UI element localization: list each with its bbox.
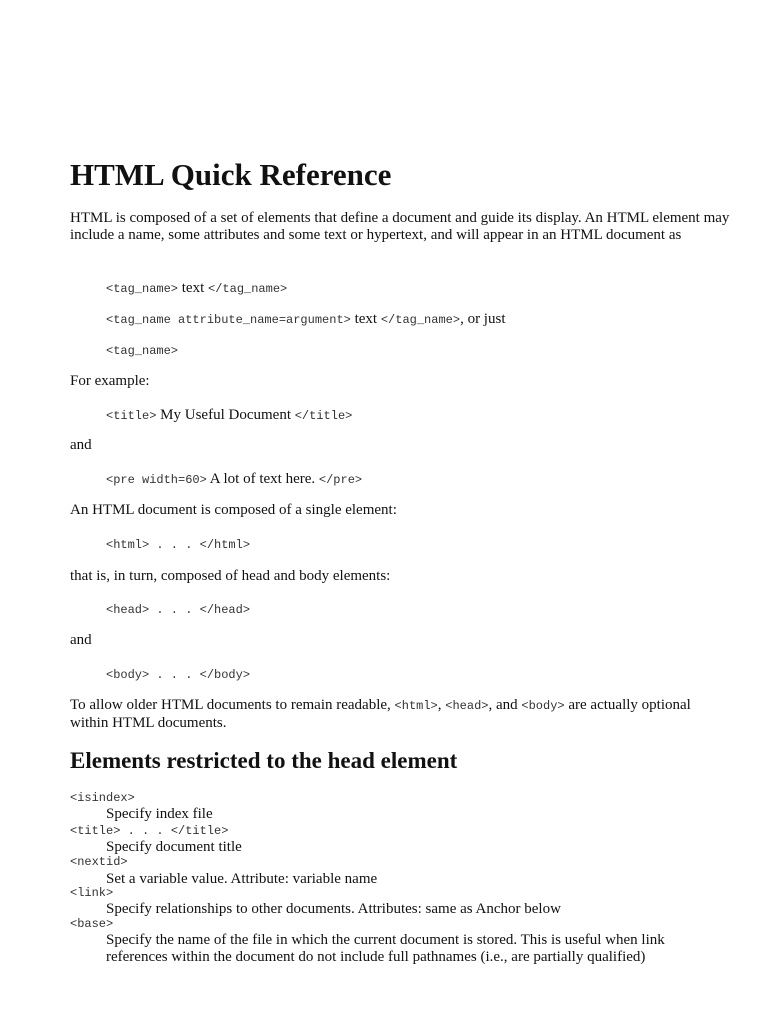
optional-text: To allow older HTML documents to remain readable, bbox=[70, 697, 395, 713]
example-title-element bbox=[106, 406, 352, 425]
example-close-tag: </pre> bbox=[318, 473, 363, 487]
definition-description: Specify index file bbox=[106, 806, 213, 822]
and-text-1: and bbox=[70, 437, 92, 453]
example-text: A lot of text here. bbox=[206, 471, 319, 487]
example-pre-element bbox=[106, 470, 362, 489]
syntax-close-tag: </tag_name> bbox=[380, 313, 461, 327]
inline-code-body: <body> bbox=[521, 699, 565, 713]
syntax-open-tag: <tag_name> bbox=[106, 344, 179, 358]
section-heading-head-elements: Elements restricted to the head element bbox=[70, 748, 458, 773]
inline-code-head: <head> bbox=[445, 699, 489, 713]
definition-term: <link> bbox=[70, 886, 114, 900]
syntax-example-2 bbox=[106, 310, 505, 329]
optional-elements-paragraph bbox=[70, 697, 730, 732]
syntax-open-tag: <tag_name> bbox=[106, 282, 179, 296]
intro-paragraph: HTML is composed of a set of elements that define a document and guide its display. An HTML element may include a name, some attributes and some text or hypertext, and will appear in an HTML document as bbox=[70, 210, 730, 243]
html-element-code: <html> . . . </html> bbox=[106, 538, 251, 552]
definition-term: <isindex> bbox=[70, 791, 135, 805]
definition-description: Set a variable value. Attribute: variable name bbox=[106, 871, 378, 887]
optional-text: , bbox=[437, 697, 446, 713]
syntax-tail-text: , or just bbox=[460, 311, 506, 327]
syntax-text: text bbox=[178, 280, 209, 296]
definition-term: <title> . . . </title> bbox=[70, 824, 229, 838]
definition-description: Specify document title bbox=[106, 839, 242, 855]
syntax-text: text bbox=[350, 311, 381, 327]
definition-description: Specify relationships to other documents. Attributes: same as Anchor below bbox=[106, 901, 561, 917]
head-element-code: <head> . . . </head> bbox=[106, 603, 251, 617]
single-element-text: An HTML document is composed of a single element: bbox=[70, 502, 397, 518]
definition-term: <base> bbox=[70, 917, 114, 931]
head-body-text: that is, in turn, composed of head and body elements: bbox=[70, 568, 391, 584]
optional-text: are actually optional within HTML documents. bbox=[70, 697, 691, 731]
for-example-label: For example: bbox=[70, 373, 150, 389]
definition-description: Specify the name of the file in which the current document is stored. This is useful when link references within the document do not include full pathnames (i.e., are partially qualified) bbox=[106, 932, 665, 965]
example-text: My Useful Document bbox=[156, 407, 295, 423]
optional-text: , and bbox=[488, 697, 522, 713]
syntax-example-3 bbox=[106, 341, 178, 360]
syntax-example-1 bbox=[106, 279, 287, 298]
example-close-tag: </title> bbox=[294, 409, 353, 423]
definition-term: <nextid> bbox=[70, 855, 128, 869]
syntax-close-tag: </tag_name> bbox=[208, 282, 288, 296]
page-title: HTML Quick Reference bbox=[70, 157, 392, 192]
syntax-open-tag-with-attribute: <tag_name attribute_name=argument> bbox=[106, 313, 351, 327]
example-open-tag: <pre width=60> bbox=[106, 473, 207, 487]
and-text-2: and bbox=[70, 632, 92, 648]
body-element-code: <body> . . . </body> bbox=[106, 668, 251, 682]
inline-code-html: <html> bbox=[394, 699, 438, 713]
example-open-tag: <title> bbox=[106, 409, 157, 423]
